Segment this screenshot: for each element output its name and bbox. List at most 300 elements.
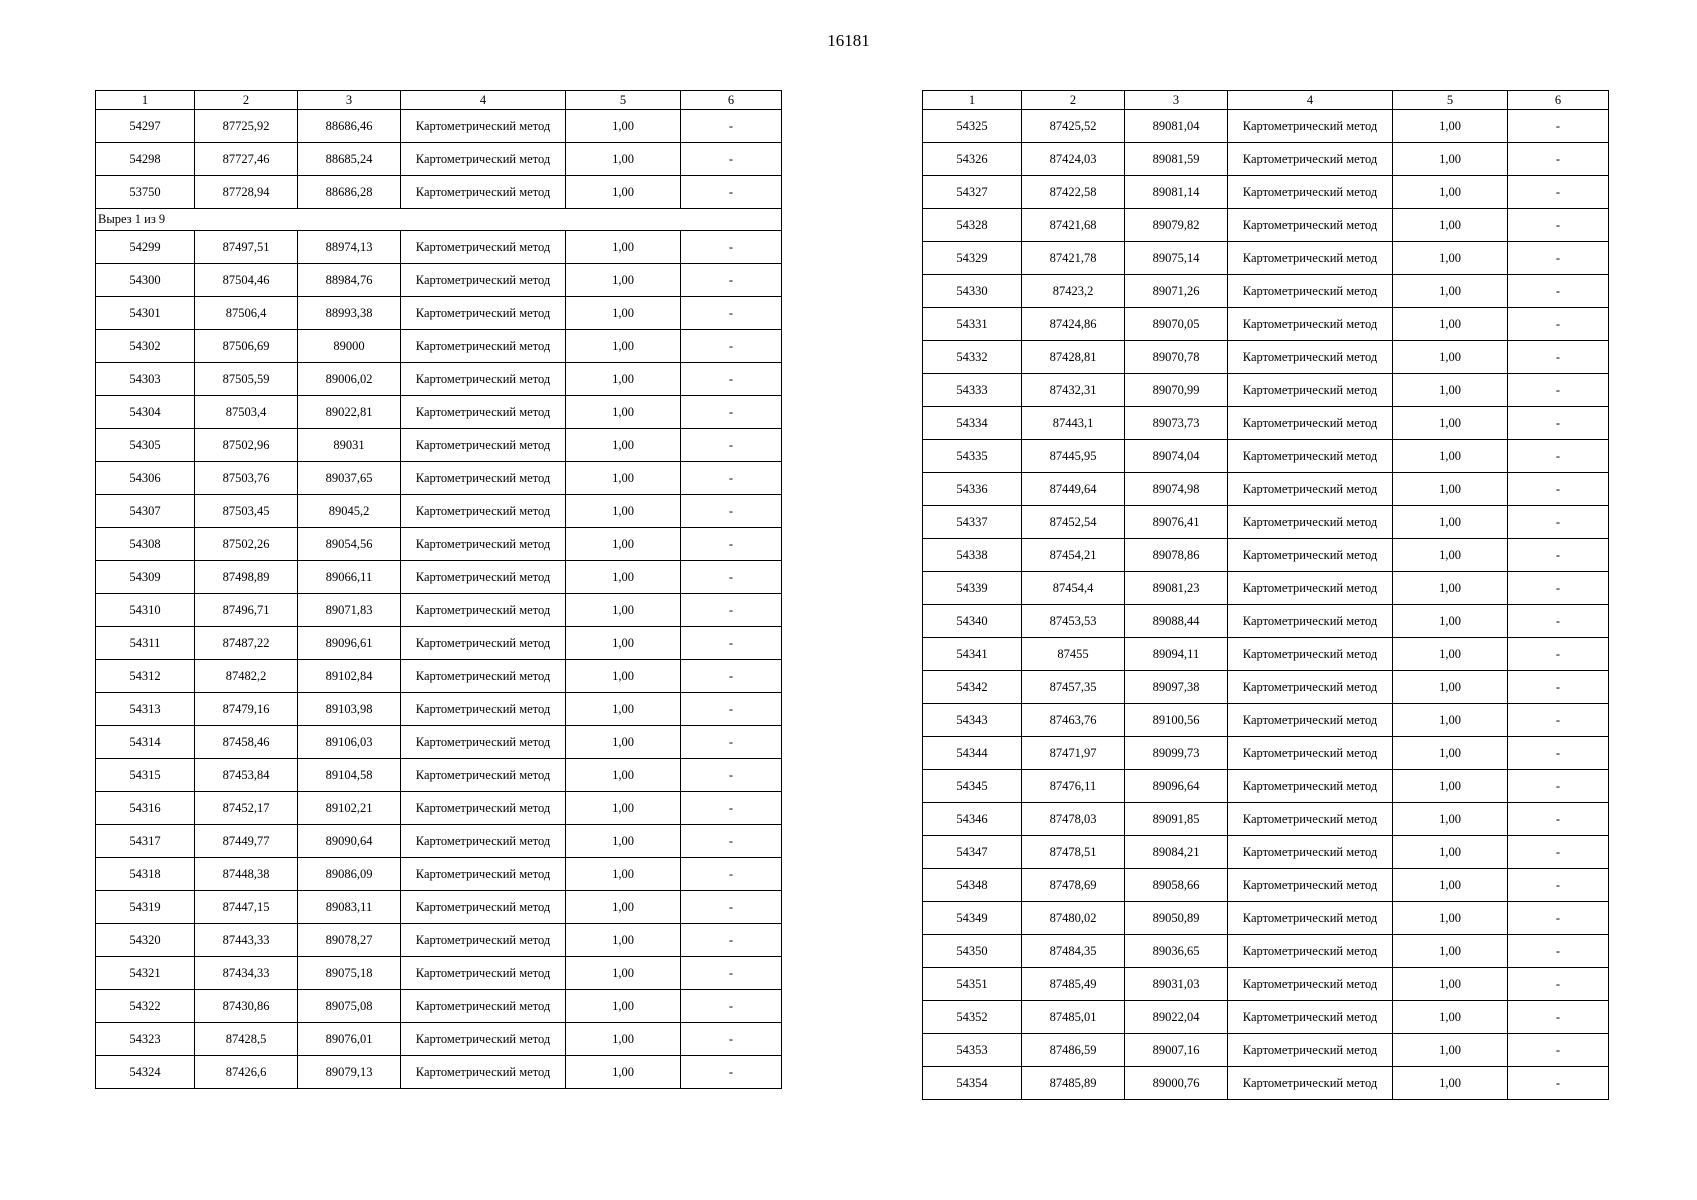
point-number-cell: 54306 [96,462,195,495]
method-cell: Картометрический метод [1228,671,1393,704]
description-cell: - [1508,803,1609,836]
point-number-cell: 54338 [923,539,1022,572]
table-header-row [96,91,782,110]
accuracy-cell: 1,00 [1393,506,1508,539]
accuracy-cell: 1,00 [1393,209,1508,242]
table-row [923,143,1609,176]
method-cell: Картометрический метод [401,891,566,924]
accuracy-cell: 1,00 [566,264,681,297]
table-row [96,429,782,462]
table-row [923,209,1609,242]
accuracy-cell: 1,00 [1393,572,1508,605]
accuracy-cell: 1,00 [566,297,681,330]
point-number-cell: 54348 [923,869,1022,902]
table-row [923,935,1609,968]
point-number-cell: 54344 [923,737,1022,770]
description-cell: - [1508,902,1609,935]
y-coordinate-cell: 89007,16 [1125,1034,1228,1067]
y-coordinate-cell: 89031,03 [1125,968,1228,1001]
x-coordinate-cell: 87485,01 [1022,1001,1125,1034]
accuracy-cell: 1,00 [566,143,681,176]
accuracy-cell: 1,00 [566,660,681,693]
y-coordinate-cell: 89071,83 [298,594,401,627]
table-body [923,110,1609,1100]
method-cell: Картометрический метод [1228,539,1393,572]
point-number-cell: 54343 [923,704,1022,737]
y-coordinate-cell: 88984,76 [298,264,401,297]
description-cell: - [681,627,782,660]
accuracy-cell: 1,00 [1393,968,1508,1001]
method-cell: Картометрический метод [1228,209,1393,242]
table-row [96,726,782,759]
method-cell: Картометрический метод [401,264,566,297]
method-cell: Картометрический метод [401,957,566,990]
y-coordinate-cell: 89104,58 [298,759,401,792]
table-row [923,737,1609,770]
method-cell: Картометрический метод [401,176,566,209]
accuracy-cell: 1,00 [566,561,681,594]
x-coordinate-cell: 87478,69 [1022,869,1125,902]
column-header: 3 [298,91,401,110]
description-cell: - [1508,275,1609,308]
method-cell: Картометрический метод [401,363,566,396]
description-cell: - [681,924,782,957]
accuracy-cell: 1,00 [1393,935,1508,968]
description-cell: - [681,957,782,990]
x-coordinate-cell: 87457,35 [1022,671,1125,704]
x-coordinate-cell: 87449,64 [1022,473,1125,506]
accuracy-cell: 1,00 [566,231,681,264]
x-coordinate-cell: 87428,81 [1022,341,1125,374]
y-coordinate-cell: 89075,18 [298,957,401,990]
description-cell: - [1508,473,1609,506]
description-cell: - [681,264,782,297]
x-coordinate-cell: 87502,96 [195,429,298,462]
x-coordinate-cell: 87728,94 [195,176,298,209]
y-coordinate-cell: 89100,56 [1125,704,1228,737]
method-cell: Картометрический метод [401,561,566,594]
y-coordinate-cell: 89102,84 [298,660,401,693]
point-number-cell: 54328 [923,209,1022,242]
accuracy-cell: 1,00 [1393,836,1508,869]
method-cell: Картометрический метод [401,231,566,264]
description-cell: - [1508,440,1609,473]
point-number-cell: 54354 [923,1067,1022,1100]
table-row [923,803,1609,836]
accuracy-cell: 1,00 [566,176,681,209]
description-cell: - [681,231,782,264]
description-cell: - [681,330,782,363]
column-header: 1 [96,91,195,110]
y-coordinate-cell: 89081,59 [1125,143,1228,176]
column-header: 4 [1228,91,1393,110]
y-coordinate-cell: 89088,44 [1125,605,1228,638]
table-row [923,176,1609,209]
accuracy-cell: 1,00 [566,429,681,462]
accuracy-cell: 1,00 [1393,1034,1508,1067]
x-coordinate-cell: 87425,52 [1022,110,1125,143]
table-row [96,264,782,297]
method-cell: Картометрический метод [401,825,566,858]
method-cell: Картометрический метод [1228,341,1393,374]
method-cell: Картометрический метод [1228,110,1393,143]
x-coordinate-cell: 87448,38 [195,858,298,891]
x-coordinate-cell: 87487,22 [195,627,298,660]
point-number-cell: 54345 [923,770,1022,803]
table-row [96,693,782,726]
method-cell: Картометрический метод [401,110,566,143]
method-cell: Картометрический метод [401,924,566,957]
y-coordinate-cell: 89099,73 [1125,737,1228,770]
point-number-cell: 54299 [96,231,195,264]
section-label: Вырез 1 из 9 [96,209,782,231]
description-cell: - [1508,770,1609,803]
x-coordinate-cell: 87506,4 [195,297,298,330]
accuracy-cell: 1,00 [566,792,681,825]
column-header: 4 [401,91,566,110]
method-cell: Картометрический метод [401,396,566,429]
point-number-cell: 54316 [96,792,195,825]
description-cell: - [1508,539,1609,572]
method-cell: Картометрический метод [1228,1001,1393,1034]
method-cell: Картометрический метод [1228,638,1393,671]
description-cell: - [1508,143,1609,176]
x-coordinate-cell: 87432,31 [1022,374,1125,407]
y-coordinate-cell: 89086,09 [298,858,401,891]
x-coordinate-cell: 87453,53 [1022,605,1125,638]
accuracy-cell: 1,00 [566,110,681,143]
y-coordinate-cell: 89031 [298,429,401,462]
y-coordinate-cell: 89076,41 [1125,506,1228,539]
y-coordinate-cell: 89050,89 [1125,902,1228,935]
description-cell: - [1508,176,1609,209]
method-cell: Картометрический метод [1228,935,1393,968]
description-cell: - [681,363,782,396]
x-coordinate-cell: 87502,26 [195,528,298,561]
point-number-cell: 54313 [96,693,195,726]
x-coordinate-cell: 87421,78 [1022,242,1125,275]
table-row [96,891,782,924]
method-cell: Картометрический метод [401,1056,566,1089]
method-cell: Картометрический метод [401,858,566,891]
x-coordinate-cell: 87455 [1022,638,1125,671]
accuracy-cell: 1,00 [1393,110,1508,143]
description-cell: - [681,1056,782,1089]
method-cell: Картометрический метод [401,330,566,363]
point-number-cell: 54335 [923,440,1022,473]
y-coordinate-cell: 89079,13 [298,1056,401,1089]
description-cell: - [1508,308,1609,341]
y-coordinate-cell: 88974,13 [298,231,401,264]
x-coordinate-cell: 87727,46 [195,143,298,176]
point-number-cell: 54321 [96,957,195,990]
description-cell: - [681,825,782,858]
point-number-cell: 54302 [96,330,195,363]
section-row [96,209,782,231]
accuracy-cell: 1,00 [566,528,681,561]
description-cell: - [1508,572,1609,605]
x-coordinate-cell: 87453,84 [195,759,298,792]
table-row [96,363,782,396]
table-row [923,671,1609,704]
column-header: 6 [1508,91,1609,110]
method-cell: Картометрический метод [1228,605,1393,638]
point-number-cell: 54342 [923,671,1022,704]
y-coordinate-cell: 89036,65 [1125,935,1228,968]
point-number-cell: 54350 [923,935,1022,968]
table-row [96,1056,782,1089]
accuracy-cell: 1,00 [566,363,681,396]
description-cell: - [681,110,782,143]
accuracy-cell: 1,00 [1393,902,1508,935]
y-coordinate-cell: 89074,98 [1125,473,1228,506]
accuracy-cell: 1,00 [1393,473,1508,506]
method-cell: Картометрический метод [401,627,566,660]
y-coordinate-cell: 89097,38 [1125,671,1228,704]
table-row [96,231,782,264]
description-cell: - [681,429,782,462]
y-coordinate-cell: 89000,76 [1125,1067,1228,1100]
table-row [923,308,1609,341]
method-cell: Картометрический метод [401,726,566,759]
table-row [923,968,1609,1001]
column-header: 2 [195,91,298,110]
y-coordinate-cell: 89096,64 [1125,770,1228,803]
point-number-cell: 54298 [96,143,195,176]
method-cell: Картометрический метод [1228,275,1393,308]
accuracy-cell: 1,00 [1393,308,1508,341]
point-number-cell: 54349 [923,902,1022,935]
table-row [96,176,782,209]
x-coordinate-cell: 87458,46 [195,726,298,759]
point-number-cell: 54309 [96,561,195,594]
table-row [96,825,782,858]
method-cell: Картометрический метод [1228,143,1393,176]
accuracy-cell: 1,00 [1393,407,1508,440]
accuracy-cell: 1,00 [566,1056,681,1089]
y-coordinate-cell: 89102,21 [298,792,401,825]
accuracy-cell: 1,00 [566,924,681,957]
accuracy-cell: 1,00 [566,1023,681,1056]
table-row [923,869,1609,902]
x-coordinate-cell: 87430,86 [195,990,298,1023]
point-number-cell: 54308 [96,528,195,561]
x-coordinate-cell: 87443,33 [195,924,298,957]
table-row [96,990,782,1023]
method-cell: Картометрический метод [1228,407,1393,440]
column-header: 6 [681,91,782,110]
y-coordinate-cell: 88686,28 [298,176,401,209]
point-number-cell: 54318 [96,858,195,891]
y-coordinate-cell: 89081,14 [1125,176,1228,209]
y-coordinate-cell: 89078,27 [298,924,401,957]
column-header: 2 [1022,91,1125,110]
accuracy-cell: 1,00 [566,957,681,990]
description-cell: - [1508,1067,1609,1100]
method-cell: Картометрический метод [401,759,566,792]
page-number: 16181 [827,31,870,50]
x-coordinate-cell: 87471,97 [1022,737,1125,770]
table-row [923,242,1609,275]
method-cell: Картометрический метод [1228,869,1393,902]
point-number-cell: 54307 [96,495,195,528]
y-coordinate-cell: 89081,23 [1125,572,1228,605]
point-number-cell: 54300 [96,264,195,297]
description-cell: - [1508,341,1609,374]
point-number-cell: 54327 [923,176,1022,209]
point-number-cell: 54315 [96,759,195,792]
description-cell: - [681,396,782,429]
accuracy-cell: 1,00 [566,330,681,363]
point-number-cell: 54312 [96,660,195,693]
y-coordinate-cell: 89006,02 [298,363,401,396]
description-cell: - [681,858,782,891]
method-cell: Картометрический метод [1228,737,1393,770]
x-coordinate-cell: 87496,71 [195,594,298,627]
method-cell: Картометрический метод [1228,836,1393,869]
table-row [923,770,1609,803]
x-coordinate-cell: 87725,92 [195,110,298,143]
description-cell: - [681,660,782,693]
table-row [96,627,782,660]
table-row [923,1067,1609,1100]
description-cell: - [1508,242,1609,275]
accuracy-cell: 1,00 [1393,704,1508,737]
y-coordinate-cell: 89075,08 [298,990,401,1023]
description-cell: - [1508,968,1609,1001]
method-cell: Картометрический метод [1228,572,1393,605]
accuracy-cell: 1,00 [1393,143,1508,176]
y-coordinate-cell: 88993,38 [298,297,401,330]
table-row [923,539,1609,572]
method-cell: Картометрический метод [1228,440,1393,473]
point-number-cell: 54314 [96,726,195,759]
x-coordinate-cell: 87503,76 [195,462,298,495]
table-row [96,792,782,825]
accuracy-cell: 1,00 [1393,440,1508,473]
table-row [923,1001,1609,1034]
accuracy-cell: 1,00 [1393,770,1508,803]
description-cell: - [681,297,782,330]
table-row [96,957,782,990]
accuracy-cell: 1,00 [566,990,681,1023]
method-cell: Картометрический метод [1228,770,1393,803]
x-coordinate-cell: 87484,35 [1022,935,1125,968]
description-cell: - [1508,737,1609,770]
x-coordinate-cell: 87424,03 [1022,143,1125,176]
table-row [923,638,1609,671]
x-coordinate-cell: 87423,2 [1022,275,1125,308]
table-body [96,110,782,209]
table-row [923,473,1609,506]
x-coordinate-cell: 87422,58 [1022,176,1125,209]
description-cell: - [681,176,782,209]
x-coordinate-cell: 87478,51 [1022,836,1125,869]
y-coordinate-cell: 89066,11 [298,561,401,594]
y-coordinate-cell: 89078,86 [1125,539,1228,572]
description-cell: - [681,693,782,726]
coordinates-table-left [95,90,782,1089]
column-header: 1 [923,91,1022,110]
point-number-cell: 54346 [923,803,1022,836]
x-coordinate-cell: 87505,59 [195,363,298,396]
description-cell: - [681,528,782,561]
accuracy-cell: 1,00 [1393,671,1508,704]
table-row [923,506,1609,539]
point-number-cell: 54334 [923,407,1022,440]
description-cell: - [681,561,782,594]
accuracy-cell: 1,00 [566,858,681,891]
x-coordinate-cell: 87476,11 [1022,770,1125,803]
accuracy-cell: 1,00 [566,726,681,759]
description-cell: - [1508,671,1609,704]
description-cell: - [681,990,782,1023]
accuracy-cell: 1,00 [566,594,681,627]
table-row [923,440,1609,473]
y-coordinate-cell: 89106,03 [298,726,401,759]
method-cell: Картометрический метод [401,297,566,330]
table-row [96,297,782,330]
x-coordinate-cell: 87480,02 [1022,902,1125,935]
description-cell: - [681,462,782,495]
y-coordinate-cell: 88686,46 [298,110,401,143]
x-coordinate-cell: 87497,51 [195,231,298,264]
description-cell: - [681,726,782,759]
accuracy-cell: 1,00 [566,693,681,726]
x-coordinate-cell: 87454,4 [1022,572,1125,605]
y-coordinate-cell: 89054,56 [298,528,401,561]
point-number-cell: 54317 [96,825,195,858]
point-number-cell: 54330 [923,275,1022,308]
point-number-cell: 54339 [923,572,1022,605]
table-row [923,572,1609,605]
accuracy-cell: 1,00 [1393,275,1508,308]
table-row [96,462,782,495]
y-coordinate-cell: 89084,21 [1125,836,1228,869]
x-coordinate-cell: 87504,46 [195,264,298,297]
method-cell: Картометрический метод [1228,473,1393,506]
table-row [96,759,782,792]
table-body [96,231,782,1089]
point-number-cell: 54340 [923,605,1022,638]
y-coordinate-cell: 88685,24 [298,143,401,176]
accuracy-cell: 1,00 [1393,1001,1508,1034]
point-number-cell: 54341 [923,638,1022,671]
point-number-cell: 54329 [923,242,1022,275]
point-number-cell: 53750 [96,176,195,209]
description-cell: - [1508,836,1609,869]
x-coordinate-cell: 87445,95 [1022,440,1125,473]
point-number-cell: 54297 [96,110,195,143]
y-coordinate-cell: 89045,2 [298,495,401,528]
method-cell: Картометрический метод [401,990,566,1023]
table-row [96,396,782,429]
accuracy-cell: 1,00 [1393,638,1508,671]
y-coordinate-cell: 89094,11 [1125,638,1228,671]
table-header-row [923,91,1609,110]
y-coordinate-cell: 89076,01 [298,1023,401,1056]
method-cell: Картометрический метод [401,660,566,693]
y-coordinate-cell: 89091,85 [1125,803,1228,836]
y-coordinate-cell: 89022,04 [1125,1001,1228,1034]
column-header: 3 [1125,91,1228,110]
description-cell: - [681,759,782,792]
point-number-cell: 54305 [96,429,195,462]
x-coordinate-cell: 87478,03 [1022,803,1125,836]
accuracy-cell: 1,00 [1393,176,1508,209]
method-cell: Картометрический метод [1228,308,1393,341]
point-number-cell: 54331 [923,308,1022,341]
